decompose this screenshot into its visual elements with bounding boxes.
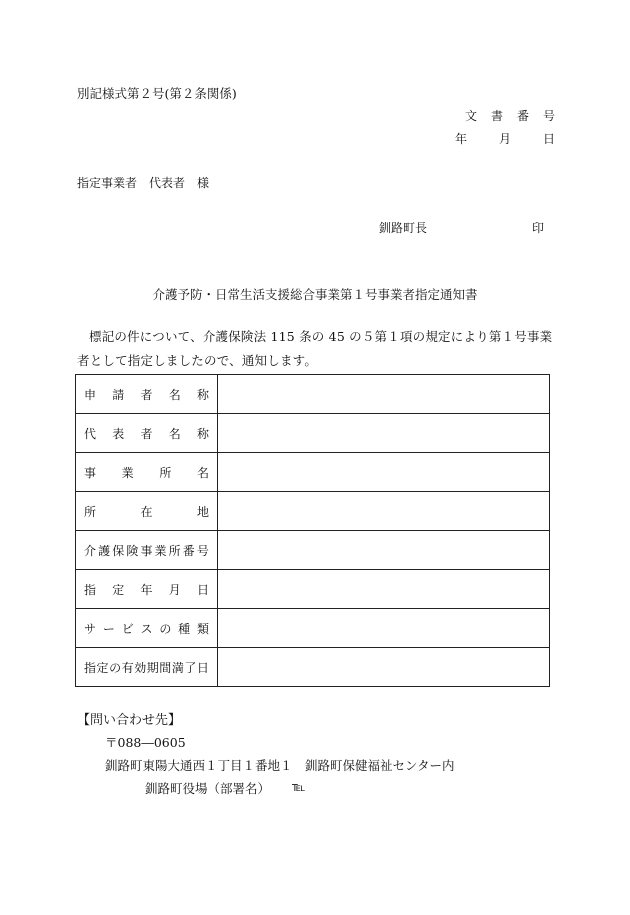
row-label-applicant-name: 申 請 者 名 称 [76,375,218,414]
contact-heading: 【問い合わせ先】 [77,713,182,728]
table-row [76,648,550,687]
table-row [76,414,550,453]
row-value-service-type[interactable] [218,609,550,648]
row-value-office-number[interactable] [218,531,550,570]
row-value-expiry-date[interactable] [218,648,550,687]
date-day-label: 日 [542,132,555,146]
row-label-location: 所 在 地 [76,492,218,531]
row-label-service-type: サ ー ビ ス の 種 類 [76,609,218,648]
table-row [76,609,550,648]
row-value-office-name[interactable] [218,453,550,492]
table-row [76,531,550,570]
row-label-designation-date: 指 定 年 月 日 [76,570,218,609]
table-row [76,375,550,414]
row-value-applicant-name[interactable] [218,375,550,414]
seal-mark: 印 [532,221,545,235]
table-row [76,492,550,531]
contact-tel-label: ℡ [292,779,306,794]
contact-postal-code: 〒088―0605 [105,735,186,750]
date-line [455,130,555,147]
row-value-representative-name[interactable] [218,414,550,453]
body-text: 標記の件について、介護保険法 115 条の 45 の５第１項の規定により第１号事業者として指定しましたので、通知します。 [77,329,553,368]
table-row [76,453,550,492]
row-value-designation-date[interactable] [218,570,550,609]
row-label-office-number: 介 護 保 険 事 業 所 番 号 [76,531,218,570]
date-month-label: 月 [498,132,511,146]
row-label-representative-name: 代 表 者 名 称 [76,414,218,453]
contact-address: 釧路町東陽大通西１丁目１番地１ 釧路町保健福祉センター内 [105,758,455,773]
document-title: 介護予防・日常生活支援総合事業第１号事業者指定通知書 [152,287,478,302]
addressee: 指定事業者 代表者 様 [77,176,210,190]
row-label-office-name: 事 業 所 名 [76,453,218,492]
row-label-expiry-date: 指 定 の 有 効 期 間 満 了 日 [76,648,218,687]
sender-name: 釧路町長 [379,221,428,235]
row-value-location[interactable] [218,492,550,531]
date-year-label: 年 [454,132,467,146]
table-row [76,570,550,609]
form-number: 別記様式第２号(第２条関係) [77,86,237,101]
contact-office: 釧路町役場（部署名） [145,781,271,796]
designation-table [75,374,550,687]
document-number-label: 文書番号 [464,109,569,123]
